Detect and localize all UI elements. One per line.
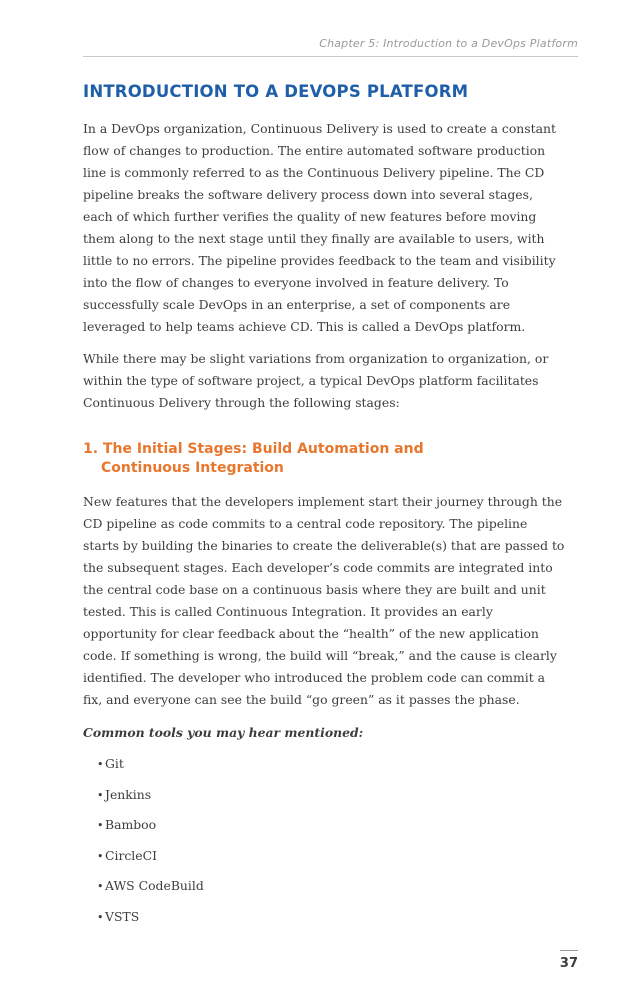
section-title: 1. The Initial Stages: Build Automation and Continuous Integration bbox=[83, 441, 424, 476]
list-item bbox=[97, 907, 565, 928]
tool-name: VSTS bbox=[105, 908, 140, 924]
header-rule bbox=[83, 56, 578, 57]
tools-list bbox=[97, 754, 565, 928]
intro-paragraph-2: While there may be slight variations from organization to organization, or within the type of software project, a typical DevOps platform facilitates Continuous Delivery through the following stages: bbox=[83, 351, 549, 410]
folio-rule bbox=[560, 950, 578, 951]
tool-name: Git bbox=[105, 756, 124, 771]
page-number: 37 bbox=[559, 956, 578, 971]
intro-paragraph-1: In a DevOps organization, Continuous Delivery is used to create a constant flow of changes to production. The entire automated software production line is commonly referred to as the Continuous Delivery pipeline. The CD pipeline breaks the software delivery process down into several stages, each of which further verifies the quality of new features before moving them along to the next stage until they finally are available to users, with little to no errors. The pipeline provides feedback to the team and visibility into the flow of changes to everyone involved in feature delivery. To successfully scale DevOps in an enterprise, a set of components are leveraged to help teams achieve CD. This is called a DevOps platform. bbox=[83, 121, 556, 334]
tools-lead: Common tools you may hear mentioned: bbox=[83, 725, 364, 740]
list-item bbox=[97, 846, 565, 867]
bullet-icon: • bbox=[97, 819, 104, 832]
bullet-icon: • bbox=[97, 849, 104, 863]
section-body: New features that the developers implement start their journey through the CD pipeline as code commits to a central code repository. The pipeline starts by building the binaries to create the deliverable(s) that are passed to the subsequent stages. Each developer’s code commits are integrated into the central code base on a continuous basis where they are built and unit tested. This is called Continuous Integration. It provides an early opportunity for clear feedback about the “health” of the new application code. If something is wrong, the build will “break,” and the cause is clearly identified. The developer who introduced the problem code can commit a fix, and everyone can see the build “go green” as it passes the phase. bbox=[83, 494, 565, 707]
list-item bbox=[97, 754, 565, 775]
list-item bbox=[97, 785, 565, 806]
tool-name: Bamboo bbox=[105, 817, 157, 832]
bullet-icon: • bbox=[97, 880, 104, 893]
list-item bbox=[97, 815, 565, 836]
list-item bbox=[97, 876, 565, 897]
bullet-icon: • bbox=[97, 910, 104, 924]
bullet-icon: • bbox=[97, 758, 104, 771]
running-head: Chapter 5: Introduction to a DevOps Platform bbox=[319, 37, 578, 50]
tool-name: CircleCI bbox=[105, 847, 157, 863]
page-content bbox=[83, 80, 565, 937]
bullet-icon: • bbox=[97, 788, 104, 802]
tool-name: Jenkins bbox=[105, 786, 152, 802]
chapter-title: INTRODUCTION TO A DEVOPS PLATFORM bbox=[83, 82, 469, 101]
tool-name: AWS CodeBuild bbox=[105, 878, 204, 893]
